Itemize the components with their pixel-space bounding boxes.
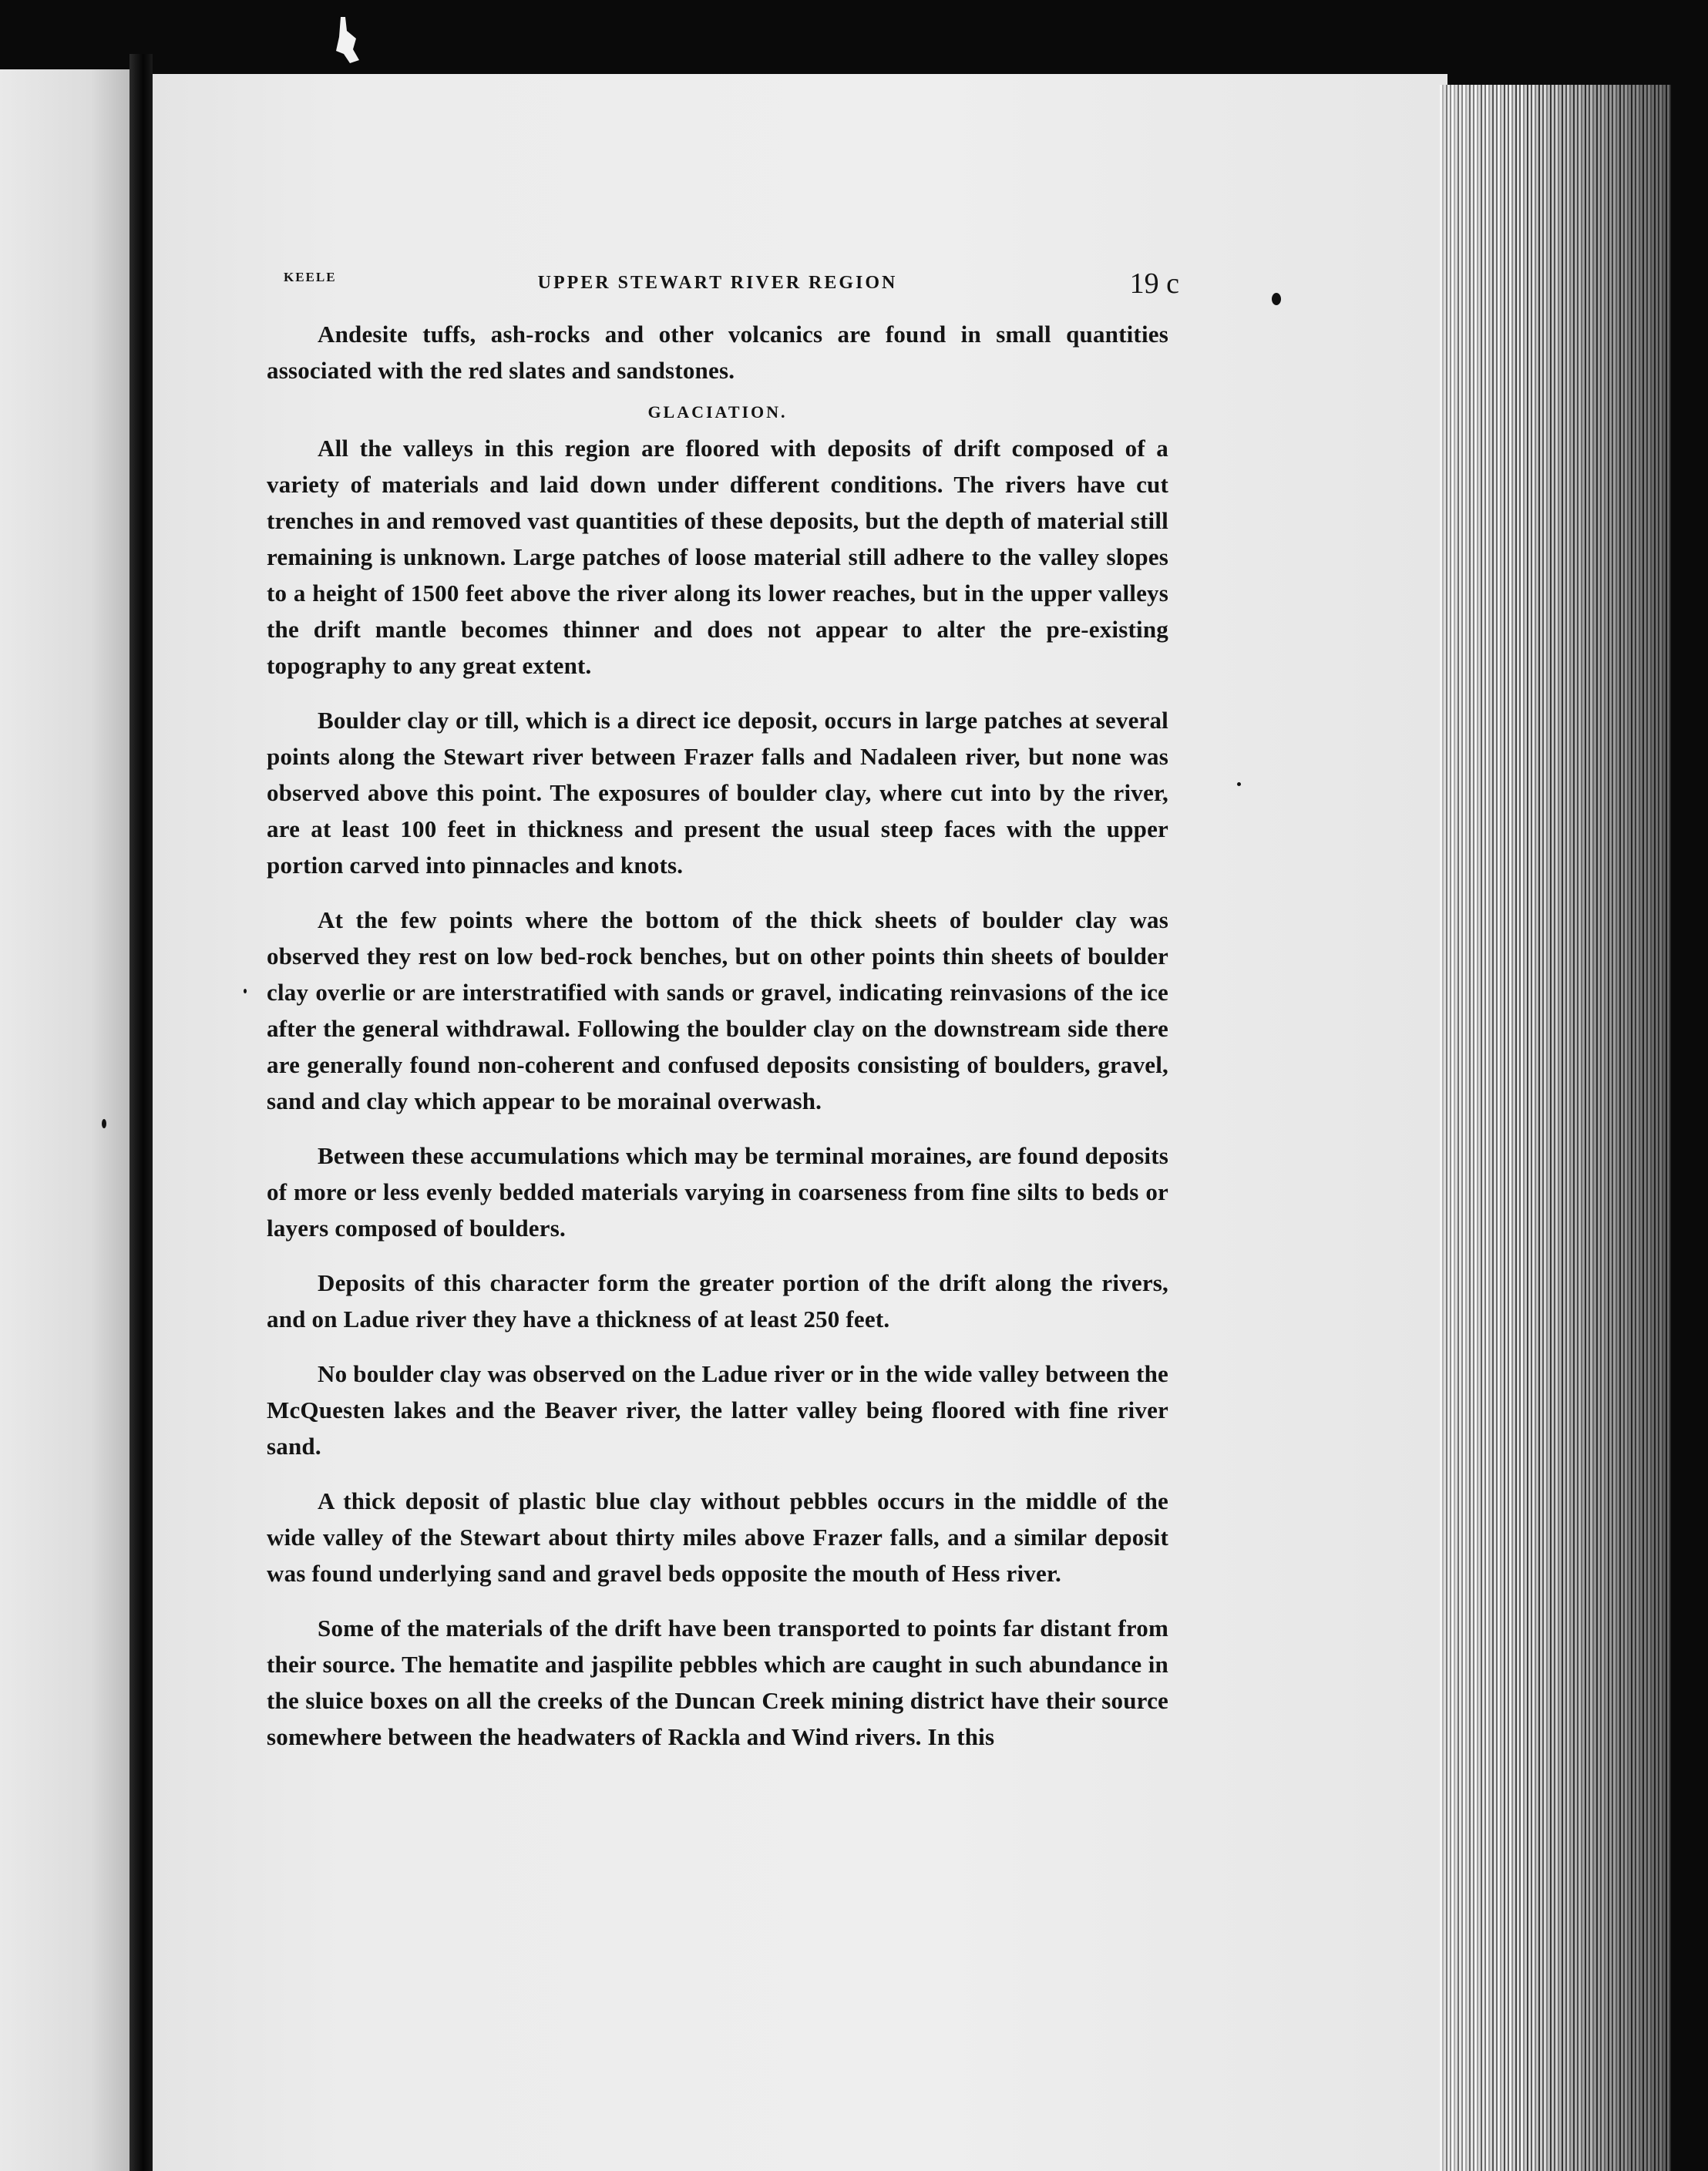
dust-speck xyxy=(102,1119,106,1128)
running-head-author: KEELE xyxy=(284,270,337,284)
book-gutter xyxy=(129,54,153,2171)
paragraph: Between these accumulations which may be terminal moraines, are found deposits of more or less evenly bedded materials varying in coarseness from fine silts to beds or layers composed of boulders. xyxy=(267,1142,1168,1242)
dust-speck xyxy=(1272,293,1281,305)
paragraph: Andesite tuffs, ash-rocks and other volcanics are found in small quantities associated with the red slates and sandstones. xyxy=(267,321,1168,384)
paragraph: Deposits of this character form the greater portion of the drift along the rivers, and on Ladue river they have a thickness of at least 250 feet. xyxy=(267,1269,1168,1333)
paragraph: Some of the materials of the drift have been transported to points far distant from their source. The hematite and jaspilite pebbles which are caught in such abundance in the sluice boxes on all the creeks of the Duncan Creek mining district have their source somewhere between the headwaters of Rackla and Wind rivers. In this xyxy=(267,1615,1168,1750)
page-edges-shadow xyxy=(1440,85,1671,2171)
paragraph: At the few points where the bottom of the thick sheets of boulder clay was observed they rest on low bed-rock benches, but on other points thin sheets of boulder clay overlie or are interstratified with sands or gravel, indicating reinvasions of the ice after the general withdrawal. Following the boulder clay on the downstream side there are generally found non-coherent and confused deposits consisting of boulders, gravel, sand and clay which appear to be morainal overwash. xyxy=(267,906,1168,1114)
previous-page-edge xyxy=(0,69,129,2171)
paragraph: All the valleys in this region are floored with deposits of drift composed of a variety of materials and laid down under different conditions. The rivers have cut trenches in and removed vast quantities of these deposits, but the depth of material still remaining is unknown. Large patches of loose material still adhere to the valley slopes to a height of 1500 feet above the river along its lower reaches, but in the upper valleys the drift mantle becomes thinner and does not appear to alter the pre-existing topography to any great extent. xyxy=(267,435,1168,679)
dust-speck xyxy=(244,989,247,993)
running-head xyxy=(267,254,1179,301)
page-text xyxy=(267,254,1179,1755)
clip-mark-icon xyxy=(330,15,361,65)
running-head-title: UPPER STEWART RIVER REGION xyxy=(537,273,898,293)
dust-speck xyxy=(1237,782,1241,786)
page-number: 19 c xyxy=(1129,267,1179,300)
section-heading: GLACIATION. xyxy=(647,402,788,422)
paragraph: No boulder clay was observed on the Ladue river or in the wide valley between the McQuesten lakes and the Beaver river, the latter valley being floored with fine river sand. xyxy=(267,1360,1168,1460)
paragraph: Boulder clay or till, which is a direct ice deposit, occurs in large patches at several points along the Stewart river between Frazer falls and Nadaleen river, but none was observed above this point. The exposures of boulder clay, where cut into by the river, are at least 100 feet in thickness and present the usual steep faces with the upper portion carved into pinnacles and knots. xyxy=(267,707,1168,879)
paragraph: A thick deposit of plastic blue clay without pebbles occurs in the middle of the wide valley of the Stewart about thirty miles above Frazer falls, and a similar deposit was found underlying sand and gravel beds opposite the mouth of Hess river. xyxy=(267,1487,1168,1587)
